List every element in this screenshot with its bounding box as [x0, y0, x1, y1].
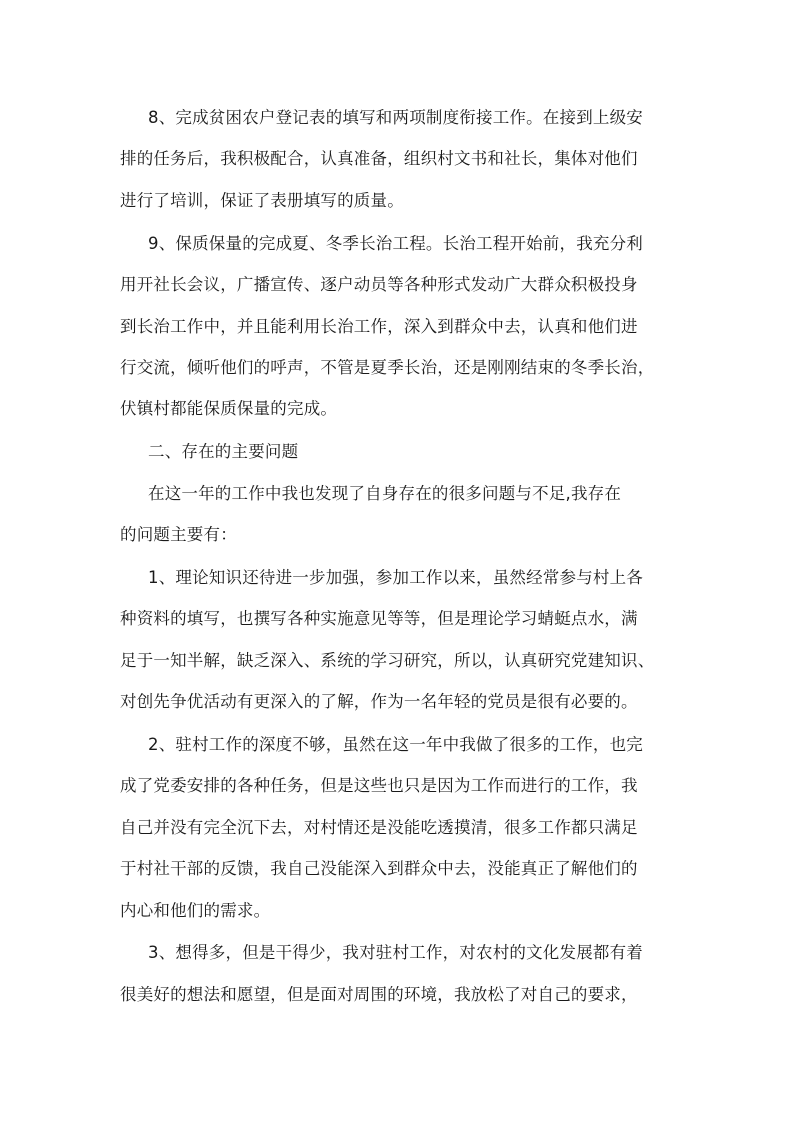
text-line: 很美好的想法和愿望，但是面对周围的环境，我放松了对自己的要求， [120, 985, 638, 1004]
text-line: 到长治工作中，并且能利用长治工作，深入到群众中去，认真和他们进 [120, 317, 638, 336]
text-line: 3、想得多，但是干得少，我对驻村工作，对农村的文化发展都有着 [148, 943, 643, 962]
text-line: 内心和他们的需求。 [120, 901, 271, 920]
text-line: 1、理论知识还待进一步加强，参加工作以来，虽然经常参与村上各 [148, 568, 643, 587]
text-line: 进行了培训，保证了表册填写的质量。 [120, 191, 404, 210]
text-line: 排的任务后，我积极配合，认真准备，组织村文书和社长，集体对他们 [120, 149, 638, 168]
text-line: 8、完成贫困农户登记表的填写和两项制度衔接工作。在接到上级安 [148, 108, 643, 127]
text-line: 在这一年的工作中我也发现了自身存在的很多问题与不足,我存在 [148, 484, 622, 503]
text-line: 足于一知半解，缺乏深入、系统的学习研究，所以，认真研究党建知识、 [120, 651, 655, 670]
text-line: 2、驻村工作的深度不够，虽然在这一年中我做了很多的工作，也完 [148, 735, 643, 754]
text-line: 种资料的填写，也撰写各种实施意见等等，但是理论学习蜻蜓点水，满 [120, 609, 638, 628]
text-line: 于村社干部的反馈，我自己没能深入到群众中去，没能真正了解他们的 [120, 859, 638, 878]
text-line: 伏镇村都能保质保量的完成。 [120, 399, 338, 418]
text-line: 对创先争优活动有更深入的了解，作为一名年轻的党员是很有必要的。 [120, 692, 638, 711]
text-line: 用开社长会议，广播宣传、逐户动员等各种形式发动广大群众积极投身 [120, 275, 638, 294]
text-line: 9、保质保量的完成夏、冬季长治工程。长治工程开始前，我充分利 [148, 234, 643, 253]
section-heading: 二、存在的主要问题 [148, 442, 299, 461]
text-line: 成了党委安排的各种任务，但是这些也只是因为工作而进行的工作，我 [120, 776, 638, 795]
text-line: 的问题主要有： [120, 525, 237, 544]
text-line: 自己并没有完全沉下去，对村情还是没能吃透摸清，很多工作都只满足 [120, 818, 638, 837]
text-line: 行交流，倾听他们的呼声，不管是夏季长治，还是刚刚结束的冬季长治， [120, 358, 655, 377]
